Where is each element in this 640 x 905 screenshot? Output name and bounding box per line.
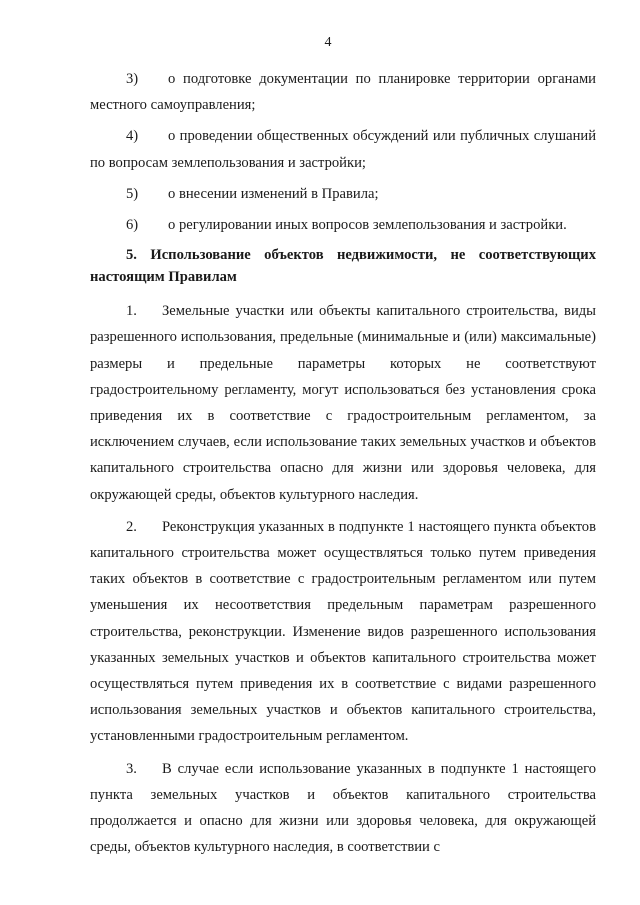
list-item-number: 4) [126, 128, 139, 145]
list-item-number: 3) [126, 71, 139, 87]
list-item-4 [90, 123, 596, 175]
paragraph-number: 1. [126, 303, 137, 320]
paragraph-3 [90, 756, 596, 861]
paragraph-number: 3. [126, 760, 137, 777]
list-item-text: о регулировании иных вопросов землепользования и застройки. [168, 217, 567, 234]
paragraph-1 [90, 298, 596, 508]
section-heading: 5. Использование объектов недвижимости, не соответствующих настоящим Правилам [90, 247, 596, 286]
list-item-number: 6) [126, 217, 139, 234]
list-item-text: о подготовке документации по планировке территории органами местного самоуправления; [90, 71, 596, 114]
list-item-number: 5) [126, 185, 139, 202]
paragraph-2 [90, 514, 596, 750]
list-item-text: о проведении общественных обсуждений или публичных слушаний по вопросам землепользования и застройки; [90, 128, 596, 171]
document-body [90, 66, 596, 866]
list-item-text: о внесении изменений в Правила; [168, 185, 379, 202]
list-item-3 [90, 66, 596, 118]
paragraph-text: Земельные участки или объекты капитального строительства, виды разрешенного использования, предельные (минимальные и (или) максимальные) размеры и предельные параметры которых не соответствуют градостроительному регламенту, могут использоваться без установления срока приведения их в соответствие с градостроительным регламентом, за исключением случаев, если использование таких земельных участков и объектов капитального строительства опасно для жизни или здоровья человека, для окружающей среды, объектов культурного наследия. [90, 303, 596, 503]
list-item-6 [90, 212, 596, 238]
paragraph-number: 2. [126, 518, 137, 535]
paragraph-text: Реконструкция указанных в подпункте 1 настоящего пункта объектов капитального строительства может осуществляться только путем приведения таких объектов в соответствие с градостроительным регламентом или путем уменьшения их несоответствия предельным параметрам разрешенного строительства, реконструкции. Изменение видов разрешенного использования указанных земельных участков и объектов капитального строительства может осуществляться путем приведения их в соответствие с видами разрешенного использования земельных участков и объектов капитального строительства, установленными градостроительным регламентом. [90, 518, 596, 745]
paragraph-text: В случае если использование указанных в подпункте 1 настоящего пункта земельных участков и объектов капитального строительства продолжается и опасно для жизни или здоровья человека, для окружающей среды, объектов культурного наследия, в соответствии с [90, 760, 596, 856]
page-number: 4 [324, 35, 332, 50]
list-item-5 [90, 181, 596, 207]
